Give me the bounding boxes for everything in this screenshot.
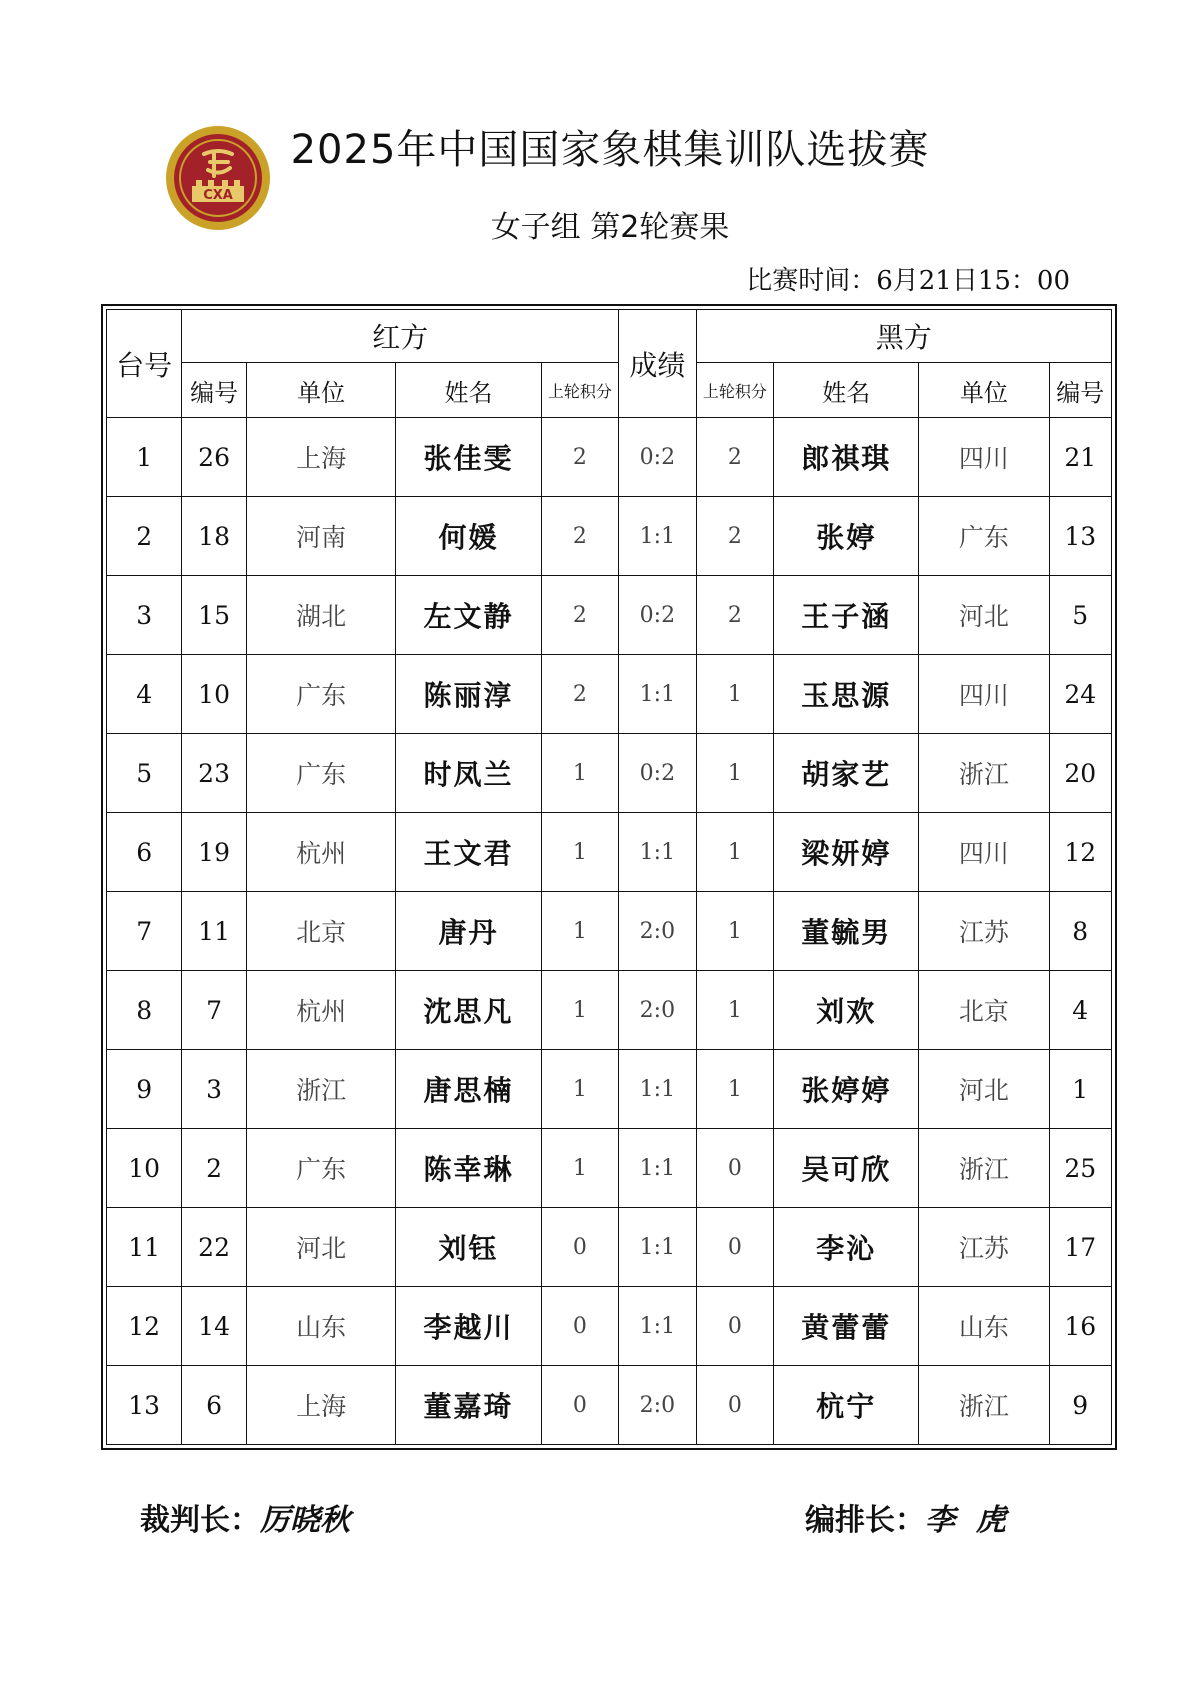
black-name-header: 姓名: [774, 363, 919, 418]
black-player-unit: 四川: [919, 655, 1049, 734]
game-result: 1:1: [619, 1208, 696, 1287]
black-player-number: 4: [1049, 971, 1111, 1050]
black-player-unit: 浙江: [919, 1129, 1049, 1208]
red-player-name: 沈思凡: [396, 971, 541, 1050]
black-prev-points: 1: [696, 813, 773, 892]
red-player-unit: 北京: [246, 892, 396, 971]
red-player-unit: 湖北: [246, 576, 396, 655]
red-player-number: 26: [182, 418, 247, 497]
red-side-header: 红方: [182, 310, 619, 363]
red-prev-points: 2: [541, 655, 618, 734]
black-player-unit: 四川: [919, 418, 1049, 497]
black-prev-points: 2: [696, 418, 773, 497]
black-prev-points: 1: [696, 971, 773, 1050]
red-player-name: 王文君: [396, 813, 541, 892]
red-prev-points: 2: [541, 497, 618, 576]
board-number: 3: [107, 576, 182, 655]
red-prev-points: 0: [541, 1366, 618, 1445]
red-name-header: 姓名: [396, 363, 541, 418]
black-player-unit: 浙江: [919, 734, 1049, 813]
svg-text:CXA: CXA: [203, 188, 233, 203]
red-player-number: 7: [182, 971, 247, 1050]
black-player-number: 21: [1049, 418, 1111, 497]
red-player-unit: 上海: [246, 418, 396, 497]
red-player-unit: 广东: [246, 734, 396, 813]
black-player-number: 1: [1049, 1050, 1111, 1129]
black-player-name: 李沁: [774, 1208, 919, 1287]
black-unit-header: 单位: [919, 363, 1049, 418]
game-result: 1:1: [619, 1050, 696, 1129]
red-player-number: 2: [182, 1129, 247, 1208]
pairing-chief: [805, 1495, 1006, 1539]
red-player-number: 10: [182, 655, 247, 734]
black-player-number: 25: [1049, 1129, 1111, 1208]
red-prev-points: 1: [541, 813, 618, 892]
black-side-header: 黑方: [696, 310, 1111, 363]
black-player-unit: 山东: [919, 1287, 1049, 1366]
page-subtitle: 女子组 第2轮赛果: [490, 210, 730, 245]
board-number: 7: [107, 892, 182, 971]
red-player-unit: 河北: [246, 1208, 396, 1287]
black-player-number: 8: [1049, 892, 1111, 971]
black-player-name: 吴可欣: [774, 1129, 919, 1208]
table-row: [107, 971, 1112, 1050]
red-player-number: 19: [182, 813, 247, 892]
game-result: 1:1: [619, 1129, 696, 1208]
board-number: 4: [107, 655, 182, 734]
pairing-chief-label: 编排长：: [805, 1503, 925, 1538]
black-prev-points: 0: [696, 1208, 773, 1287]
black-player-number: 16: [1049, 1287, 1111, 1366]
red-player-number: 14: [182, 1287, 247, 1366]
page-title: 2025年中国国家象棋集训队选拔赛: [290, 127, 930, 173]
col-board-header: 台号: [107, 310, 182, 418]
table-row: [107, 418, 1112, 497]
red-prev-pts-header: 上轮积分: [541, 363, 618, 418]
black-player-name: 胡家艺: [774, 734, 919, 813]
red-player-unit: 上海: [246, 1366, 396, 1445]
chief-referee-signature: 厉晓秋: [260, 1503, 350, 1538]
game-result: 1:1: [619, 813, 696, 892]
black-player-unit: 北京: [919, 971, 1049, 1050]
results-table-frame: [101, 304, 1117, 1450]
chief-referee: [140, 1495, 350, 1539]
black-player-number: 12: [1049, 813, 1111, 892]
black-player-name: 郎祺琪: [774, 418, 919, 497]
table-row: [107, 497, 1112, 576]
table-row: [107, 734, 1112, 813]
col-result-header: 成绩: [619, 310, 696, 418]
game-result: 2:0: [619, 971, 696, 1050]
black-player-name: 玉思源: [774, 655, 919, 734]
black-prev-points: 0: [696, 1366, 773, 1445]
red-prev-points: 1: [541, 1129, 618, 1208]
black-no-header: 编号: [1049, 363, 1111, 418]
red-player-name: 何媛: [396, 497, 541, 576]
game-result: 0:2: [619, 576, 696, 655]
red-player-unit: 杭州: [246, 813, 396, 892]
black-player-name: 黄蕾蕾: [774, 1287, 919, 1366]
red-player-number: 22: [182, 1208, 247, 1287]
black-player-unit: 江苏: [919, 892, 1049, 971]
black-prev-points: 0: [696, 1287, 773, 1366]
table-row: [107, 1287, 1112, 1366]
table-row: [107, 1366, 1112, 1445]
black-prev-points: 1: [696, 1050, 773, 1129]
black-player-name: 杭宁: [774, 1366, 919, 1445]
board-number: 6: [107, 813, 182, 892]
board-number: 13: [107, 1366, 182, 1445]
black-player-unit: 河北: [919, 1050, 1049, 1129]
black-prev-points: 2: [696, 497, 773, 576]
board-number: 1: [107, 418, 182, 497]
black-player-number: 9: [1049, 1366, 1111, 1445]
red-player-unit: 浙江: [246, 1050, 396, 1129]
red-player-number: 3: [182, 1050, 247, 1129]
black-prev-points: 2: [696, 576, 773, 655]
black-player-name: 刘欢: [774, 971, 919, 1050]
black-prev-points: 1: [696, 734, 773, 813]
black-player-number: 17: [1049, 1208, 1111, 1287]
table-row: [107, 1129, 1112, 1208]
game-result: 2:0: [619, 1366, 696, 1445]
game-result: 0:2: [619, 734, 696, 813]
board-number: 10: [107, 1129, 182, 1208]
red-player-name: 唐丹: [396, 892, 541, 971]
red-player-name: 时凤兰: [396, 734, 541, 813]
table-row: [107, 655, 1112, 734]
red-player-name: 唐思楠: [396, 1050, 541, 1129]
red-prev-points: 0: [541, 1287, 618, 1366]
black-player-unit: 四川: [919, 813, 1049, 892]
black-player-name: 董毓男: [774, 892, 919, 971]
black-player-number: 24: [1049, 655, 1111, 734]
red-player-name: 陈幸琳: [396, 1129, 541, 1208]
red-player-name: 左文静: [396, 576, 541, 655]
black-player-unit: 浙江: [919, 1366, 1049, 1445]
red-player-name: 董嘉琦: [396, 1366, 541, 1445]
red-player-unit: 山东: [246, 1287, 396, 1366]
game-result: 1:1: [619, 655, 696, 734]
red-prev-points: 1: [541, 734, 618, 813]
red-player-name: 陈丽淳: [396, 655, 541, 734]
red-player-unit: 广东: [246, 655, 396, 734]
table-row: [107, 892, 1112, 971]
red-player-number: 18: [182, 497, 247, 576]
red-player-name: 刘钰: [396, 1208, 541, 1287]
red-player-unit: 河南: [246, 497, 396, 576]
table-row: [107, 576, 1112, 655]
red-prev-points: 2: [541, 576, 618, 655]
black-player-name: 张婷: [774, 497, 919, 576]
board-number: 5: [107, 734, 182, 813]
black-prev-points: 1: [696, 655, 773, 734]
black-player-number: 13: [1049, 497, 1111, 576]
table-row: [107, 1208, 1112, 1287]
red-prev-points: 1: [541, 1050, 618, 1129]
red-no-header: 编号: [182, 363, 247, 418]
red-unit-header: 单位: [246, 363, 396, 418]
table-row: [107, 1050, 1112, 1129]
red-player-name: 李越川: [396, 1287, 541, 1366]
game-result: 1:1: [619, 497, 696, 576]
black-player-number: 5: [1049, 576, 1111, 655]
pairing-chief-signature: 李 虎: [925, 1503, 1006, 1538]
black-prev-points: 0: [696, 1129, 773, 1208]
game-result: 0:2: [619, 418, 696, 497]
red-prev-points: 0: [541, 1208, 618, 1287]
board-number: 12: [107, 1287, 182, 1366]
red-prev-points: 1: [541, 971, 618, 1050]
table-row: [107, 813, 1112, 892]
results-table: [106, 309, 1112, 1445]
red-prev-points: 1: [541, 892, 618, 971]
board-number: 8: [107, 971, 182, 1050]
board-number: 2: [107, 497, 182, 576]
black-player-unit: 广东: [919, 497, 1049, 576]
black-player-name: 张婷婷: [774, 1050, 919, 1129]
board-number: 11: [107, 1208, 182, 1287]
black-player-unit: 江苏: [919, 1208, 1049, 1287]
red-player-number: 23: [182, 734, 247, 813]
game-result: 2:0: [619, 892, 696, 971]
red-player-number: 6: [182, 1366, 247, 1445]
game-result: 1:1: [619, 1287, 696, 1366]
red-player-unit: 广东: [246, 1129, 396, 1208]
red-player-unit: 杭州: [246, 971, 396, 1050]
red-player-number: 15: [182, 576, 247, 655]
black-player-name: 王子涵: [774, 576, 919, 655]
match-time: 比赛时间：6月21日15：00: [746, 266, 1070, 296]
black-player-name: 梁妍婷: [774, 813, 919, 892]
black-player-number: 20: [1049, 734, 1111, 813]
red-player-number: 11: [182, 892, 247, 971]
red-prev-points: 2: [541, 418, 618, 497]
black-player-unit: 河北: [919, 576, 1049, 655]
red-player-name: 张佳雯: [396, 418, 541, 497]
black-prev-points: 1: [696, 892, 773, 971]
black-prev-pts-header: 上轮积分: [696, 363, 773, 418]
board-number: 9: [107, 1050, 182, 1129]
chief-referee-label: 裁判长：: [140, 1503, 260, 1538]
